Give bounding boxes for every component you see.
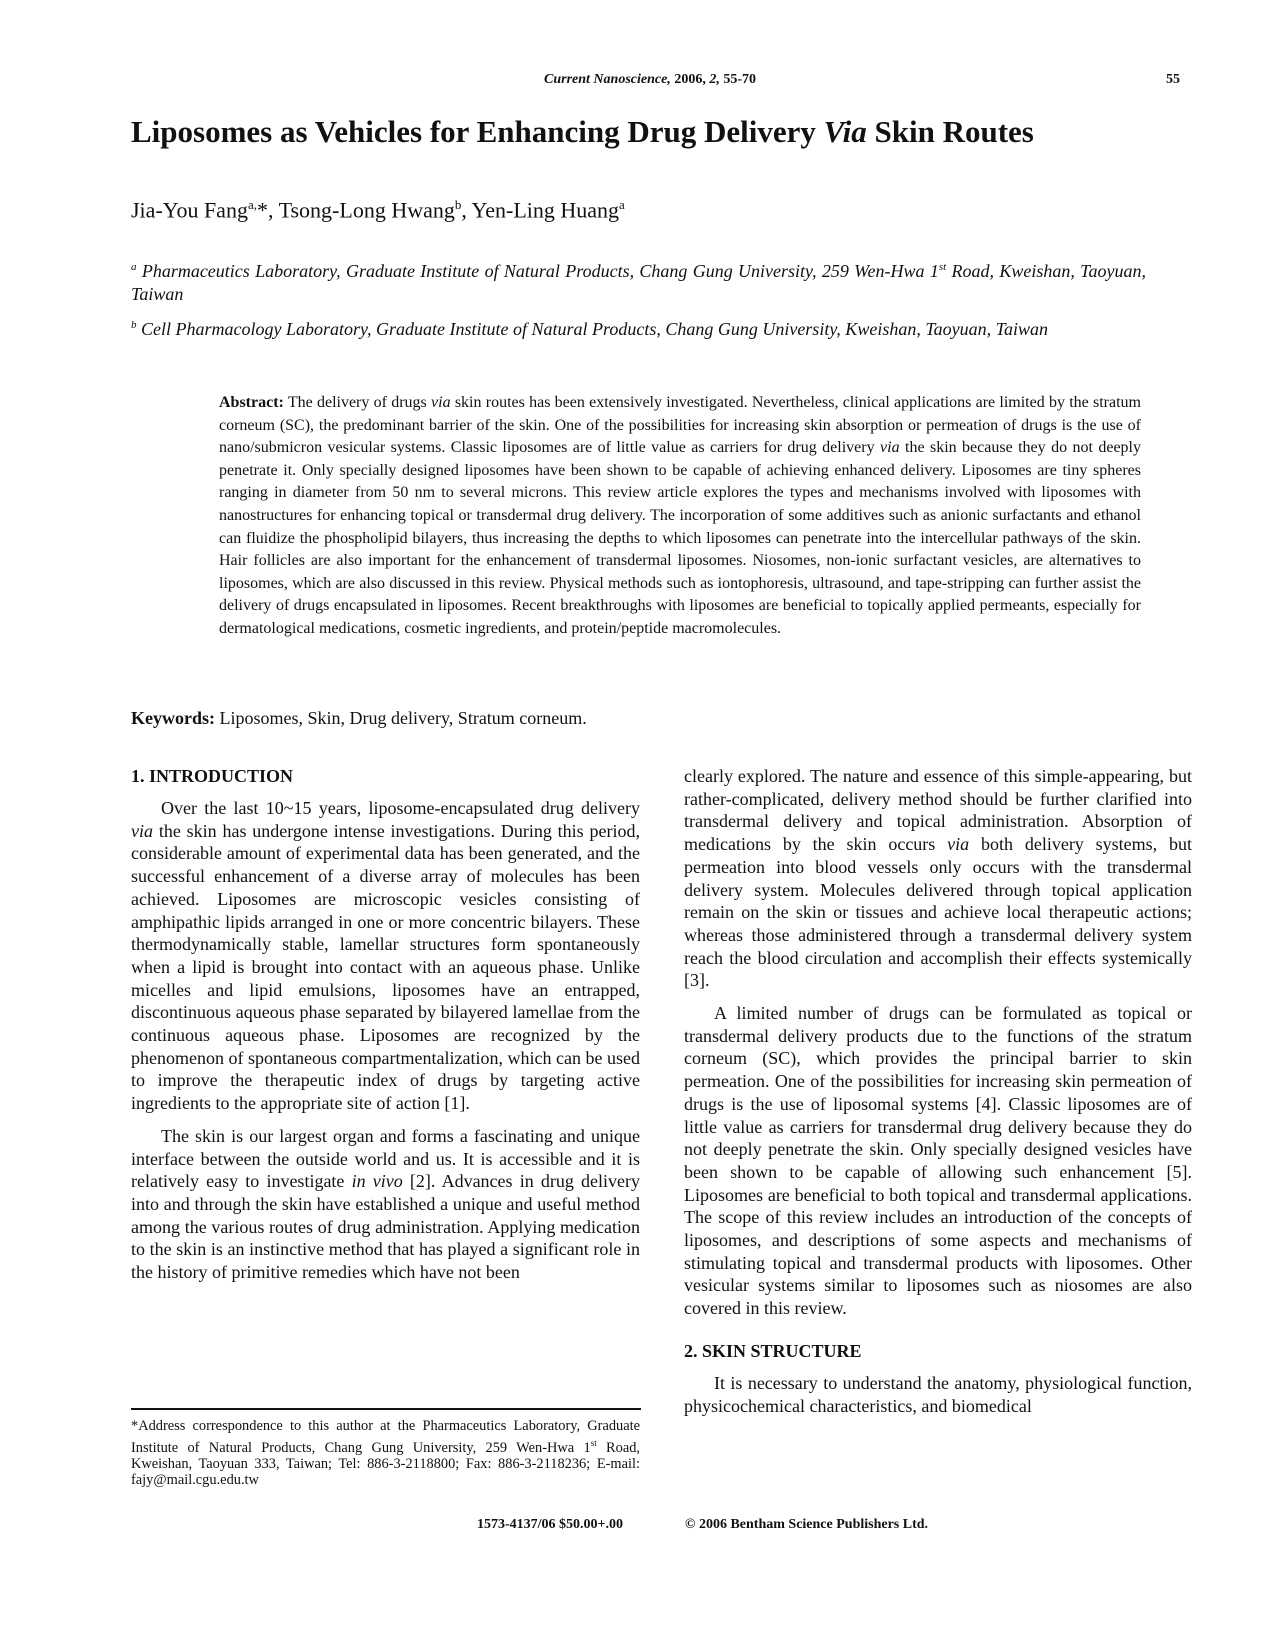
text-run: clearly explored. The nature and essence of this simple-appearing, but rather-complicated, delivery method should be further clarified into transdermal delivery and topical administration. Absorption of medications by the skin occurs <box>684 766 1192 855</box>
abstract-text: the skin because they do not deeply penetrate it. Only specially designed liposomes have been shown to be capable of achieving enhanced delivery. Liposomes are tiny spheres ranging in diameter from 50 nm to several microns. This review article explores the types and mechanisms involved with liposomes with nanostructures for enhancing topical or transdermal drug delivery. The incorporation of some additives such as anionic surfactants and ethanol can fluidize the phospholipid bilayers, thus increasing the depths to which liposomes can penetrate into the intercellular pathways of the skin. Hair follicles are also important for the enhancement of transdermal liposomes. Niosomes, non-ionic surfactant vesicles, are alternatives to liposomes, which are also discussed in this review. Physical methods such as iontophoresis, ultrasound, and tape-stripping can further assist the delivery of drugs encapsulated in liposomes. Recent breakthroughs with liposomes are beneficial to topically applied permeants, especially for dermatological medications, cosmetic ingredients, and protein/peptide macromolecules. <box>219 439 1142 637</box>
author-name: Jia-You Fang <box>131 197 248 223</box>
author-name: , Tsong-Long Hwang <box>267 197 455 223</box>
left-column <box>131 765 640 1284</box>
affiliation-a <box>131 256 1146 306</box>
italic-run: in vivo <box>351 1171 403 1192</box>
text-run: Over the last 10~15 years, liposome-encapsulated drug delivery <box>161 798 640 818</box>
affil-mark: a <box>131 261 137 273</box>
correspondence-footnote <box>131 1418 640 1489</box>
text-run: The skin is our largest organ and forms a fascinating and unique interface between the outside world and us. It is accessible and it is relatively easy to investigate <box>131 1125 640 1192</box>
text-run: [2]. Advances in drug delivery into and through the skin have established a unique and useful method among the various routes of drug administration. Applying medication to the skin is an instinctive method that has played a significant role in the history of primitive remedies which have not been <box>131 1171 641 1283</box>
footnote-text: *Address correspondence to this author at the Pharmaceutics Laboratory, Graduate Institute of Natural Products, Chang Gung University, 259 Wen-Hwa 1 <box>131 1418 640 1456</box>
issn-price: 1573-4137/06 $50.00+.00 <box>476 1517 624 1532</box>
author-affil-mark: b <box>454 197 462 212</box>
abstract-italic: via <box>431 394 451 411</box>
keywords-text: Liposomes, Skin, Drug delivery, Stratum corneum. <box>215 708 587 728</box>
footnote-text: Road, Kweishan, Taoyuan 333, Taiwan; Tel: 886-3-2118800; Fax: 886-3-2118236; E-mail: fajy@mail.cgu.edu.tw <box>131 1439 641 1489</box>
italic-run: via <box>947 834 970 855</box>
section-heading: 1. INTRODUCTION <box>131 766 294 786</box>
journal-header <box>500 72 800 88</box>
paragraph: It is necessary to understand the anatomy, physiological function, physicochemical characteristics, and biomedical <box>684 1372 1192 1416</box>
affil-text: Road, Kweishan, Taoyuan, Taiwan <box>131 261 1147 304</box>
ordinal-suffix: st <box>590 1437 597 1448</box>
abstract-text: skin routes has been extensively investigated. Nevertheless, clinical applications are limited by the stratum corneum (SC), the predominant barrier of the skin. One of the possibilities for increasing skin absorption or permeation of drugs is the use of nano/submicron vesicular systems. Classic liposomes are of little value as carriers for drug delivery <box>219 394 1142 457</box>
right-column <box>684 765 1192 1417</box>
copyright-notice: © 2006 Bentham Science Publishers Ltd. <box>685 1517 929 1532</box>
text-run: the skin has undergone intense investigations. During this period, considerable amount of experimental data has been generated, and the successful enhancement of a diverse array of molecules has been achieved. Liposomes are microscopic vesicles consisting of amphipathic lipids arranged in one or more concentric bilayers. These thermodynamically stable, lamellar structures form spontaneously when a lipid is brought into contact with an aqueous phase. Unlike micelles and lipid emulsions, liposomes have an entrapped, discontinuous aqueous phase separated by bilayered lamellae from the continuous aqueous phase. Liposomes are recognized by the phenomenon of spontaneous compartmentalization, which can be used to improve the therapeutic index of drugs by targeting active ingredients to the appropriate site of action [1]. <box>131 820 640 1114</box>
abstract-text: The delivery of drugs <box>283 394 432 411</box>
journal-name: Current Nanoscience, <box>544 72 671 87</box>
paragraph <box>131 1125 640 1284</box>
text-run: both delivery systems, but permeation into blood vessels only occurs with the transdermal delivery system. Molecules delivered through topical application remain on the skin or tissues and achieve local therapeutic actions; whereas those administered through a transdermal delivery system reach the blood circulation and accomplish their effects systemically [3]. <box>684 834 1192 991</box>
affil-mark: b <box>131 319 137 331</box>
journal-volume: 2, <box>709 72 720 87</box>
keywords-label: Keywords: <box>131 708 215 728</box>
journal-pages: 55-70 <box>719 72 756 87</box>
affil-text: Pharmaceutics Laboratory, Graduate Institute of Natural Products, Chang Gung University, 259 Wen-Hwa 1 <box>136 261 939 281</box>
author-affil-mark: a, <box>247 197 257 212</box>
author-affil-mark: a <box>619 197 625 212</box>
section-heading: 2. SKIN STRUCTURE <box>684 1340 862 1361</box>
paper-title <box>131 112 1191 152</box>
keywords <box>131 706 831 730</box>
footnote-rule <box>131 1408 641 1410</box>
title-part: Liposomes as Vehicles for Enhancing Drug Delivery <box>131 114 824 149</box>
abstract-italic: via <box>880 439 900 457</box>
author-name: , Yen-Ling Huang <box>461 197 620 223</box>
page-number: 55 <box>1166 72 1180 87</box>
corresponding-mark: * <box>256 197 268 223</box>
paragraph <box>131 797 640 1115</box>
ordinal-suffix: st <box>938 261 947 273</box>
title-italic: Via <box>823 114 867 149</box>
paragraph: A limited number of drugs can be formulated as topical or transdermal delivery products due to the functions of the stratum corneum (SC), which provides the principal barrier to skin permeation. One of the possibilities for increasing skin permeation of drugs is the use of liposomal systems [4]. Classic liposomes are of little value as carriers for transdermal drug delivery because they do not deeply penetrate the skin. Only specially designed vesicles have been shown to be capable of allowing such enhancement [5]. Liposomes are beneficial to both topical and transdermal applications. The scope of this review includes an introduction of the concepts of liposomes, and descriptions of some aspects and mechanisms of stimulating topical and transdermal products with liposomes. Other vesicular systems similar to liposomes such as niosomes are also covered in this review. <box>684 1003 1192 1319</box>
affil-text: Cell Pharmacology Laboratory, Graduate Institute of Natural Products, Chang Gung University, Kweishan, Taoyuan, Taiwan <box>136 319 1049 339</box>
abstract <box>219 392 1141 641</box>
paragraph <box>684 765 1192 992</box>
affiliation-b <box>131 314 1146 341</box>
abstract-label: Abstract: <box>219 394 284 411</box>
author-list <box>131 190 1131 225</box>
title-part: Skin Routes <box>866 114 1034 149</box>
italic-run: via <box>131 820 153 841</box>
journal-year: 2006, <box>670 72 710 87</box>
